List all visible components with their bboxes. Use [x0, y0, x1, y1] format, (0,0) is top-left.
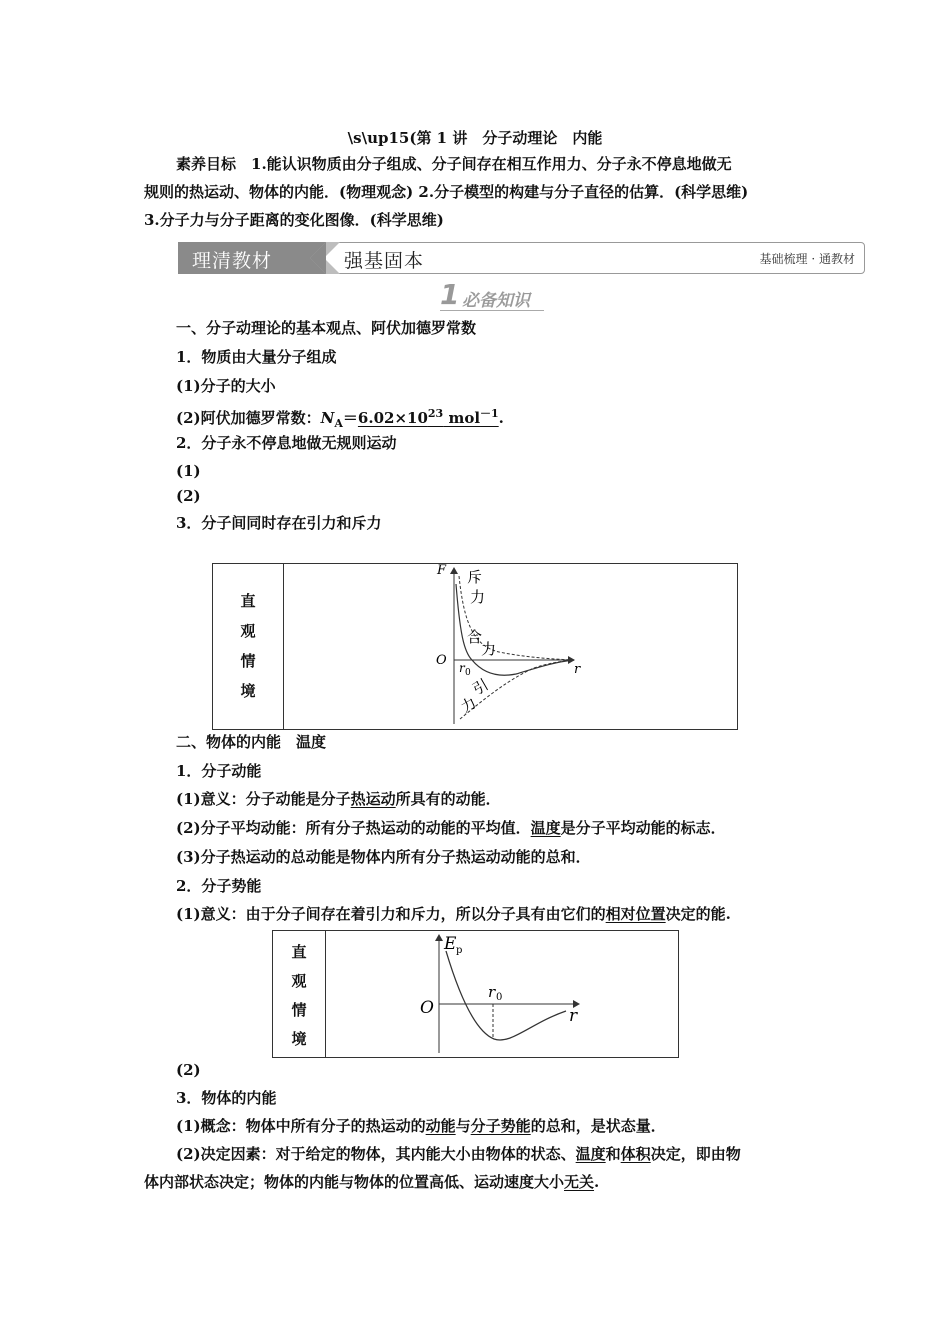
avogadro-value [358, 409, 499, 427]
text-run: (2)分子平均动能：所有分子热运动的动能的平均值． [176, 819, 531, 837]
axis-y-label: E [444, 934, 457, 954]
net-label-1: 合 [467, 628, 483, 646]
avogadro-sub: A [334, 417, 343, 430]
label-char: 情 [291, 1001, 307, 1019]
axis-x-label: r [569, 1006, 578, 1026]
text-run: (1)概念：物体中所有分子的热运动的 [176, 1117, 426, 1135]
underlined-term: 动能 [425, 1117, 456, 1135]
text-run: 和 [605, 1145, 621, 1163]
s2-item-1b [176, 818, 726, 838]
goals-line-1: 素养目标 1.能认识物质由分子组成、分子间存在相互作用力、分子永不停息地做无 [176, 155, 732, 173]
underlined-term: 分子势能 [470, 1117, 531, 1135]
repulsion-label-2: 力 [470, 588, 486, 606]
s1-item-2a: (1) [176, 462, 201, 480]
s2-item-2: 2．分子势能 [176, 877, 262, 895]
badge-label: 必备知识 [462, 291, 530, 311]
axis-x-label: r [574, 662, 581, 677]
s2-heading: 二、物体的内能 温度 [176, 733, 327, 751]
net-label-2: 力 [481, 640, 497, 658]
avogadro-exp: 23 [427, 407, 444, 420]
goals-line-3: 3.分子力与分子距离的变化图像．(科学思维) [144, 211, 444, 229]
s1-item-1a: (1)分子的大小 [176, 377, 276, 395]
avogadro-label: (2)阿伏加德罗常数： [176, 409, 321, 427]
label-char: 境 [240, 682, 256, 700]
banner-left-text: 理清教材 [192, 250, 273, 272]
underlined-term: 无关 [564, 1173, 595, 1191]
s1-item-3: 3．分子间同时存在引力和斥力 [176, 514, 382, 532]
force-figure-label [213, 564, 284, 729]
avogadro-symbol: N [320, 409, 335, 427]
section-badge [440, 278, 544, 311]
label-char: 观 [291, 972, 307, 990]
potential-energy-graph [326, 931, 678, 1057]
s2-item-1a [176, 789, 501, 809]
r0-label: r [459, 661, 465, 675]
potential-figure-table [272, 930, 679, 1058]
s2-item-1c: (3)分子热运动的总动能是物体内所有分子热运动动能的总和． [176, 848, 591, 866]
s1-item-2b: (2) [176, 487, 201, 505]
origin-label: O [420, 998, 434, 1018]
avogadro-end: . [498, 409, 504, 427]
attraction-label-2: 力 [457, 693, 480, 717]
r0-sub: 0 [465, 668, 471, 678]
label-char: 情 [240, 652, 256, 670]
text-run: (2)决定因素：对于给定的物体，其内能大小由物体的状态、 [176, 1145, 576, 1163]
avogadro-eq: ＝ [342, 409, 358, 427]
text-run: 决定的能. [665, 905, 731, 923]
avogadro-unit: mol [443, 409, 481, 427]
s2-item-2b: (2) [176, 1061, 201, 1079]
axis-y-sub: p [456, 945, 463, 956]
label-char: 直 [291, 943, 307, 961]
underlined-term: 热运动 [350, 790, 396, 808]
s1-item-1: 1．物质由大量分子组成 [176, 348, 337, 366]
avogadro-mantissa: 6.02×10 [357, 409, 428, 427]
s1-heading: 一、分子动理论的基本观点、阿伏加德罗常数 [176, 319, 477, 337]
potential-figure-label [273, 931, 326, 1057]
underlined-term: 温度 [575, 1145, 606, 1163]
repulsion-label-1: 斥 [467, 568, 483, 586]
text-run: (1)意义：分子动能是分子 [176, 790, 351, 808]
s2-item-3b-line1 [176, 1144, 741, 1164]
banner-tag: 基础梳理 · 通教材 [759, 252, 855, 266]
text-run: 决定，即由物 [650, 1145, 741, 1163]
s2-item-1: 1．分子动能 [176, 762, 262, 780]
potential-curve [446, 951, 566, 1040]
r0-label: r [488, 983, 496, 1001]
text-run: 是分子平均动能的标志． [560, 819, 726, 837]
text-run: 的总和，是状态量． [530, 1117, 666, 1135]
goals-line-2: 规则的热运动、物体的内能．(物理观念) 2.分子模型的构建与分子直径的估算．(科学思维) [144, 183, 749, 201]
badge-underline [440, 310, 544, 311]
s2-item-3b-line2 [144, 1172, 599, 1192]
attraction-label-1: 引 [469, 675, 492, 699]
text-run: (1)意义：由于分子间存在着引力和斥力，所以分子具有由它们的 [176, 905, 606, 923]
section-banner [178, 242, 865, 274]
r0-sub: 0 [496, 992, 503, 1003]
banner-right-text: 强基固本 [344, 250, 425, 272]
underlined-term: 体积 [620, 1145, 651, 1163]
s2-item-3a [176, 1116, 666, 1136]
force-figure-table [212, 563, 738, 730]
s1-item-1b [176, 404, 504, 434]
axis-y-label: F [437, 564, 447, 578]
label-char: 境 [291, 1030, 307, 1048]
underlined-term: 温度 [530, 819, 561, 837]
lesson-title: \s\up15(第 1 讲 分子动理论 内能 [347, 129, 603, 147]
label-char: 直 [240, 592, 256, 610]
text-run: 所具有的动能． [395, 790, 501, 808]
badge-number: 1 [440, 278, 460, 311]
label-char: 观 [240, 622, 256, 640]
text-run: . [594, 1173, 600, 1191]
s1-item-2: 2．分子永不停息地做无规则运动 [176, 434, 397, 452]
text-run: 体内部状态决定；物体的内能与物体的位置高低、运动速度大小 [144, 1173, 565, 1191]
s2-item-3: 3．物体的内能 [176, 1089, 277, 1107]
force-distance-graph [284, 564, 738, 729]
text-run: 与 [455, 1117, 471, 1135]
origin-label: O [436, 653, 447, 668]
avogadro-unit-exp: －1 [480, 407, 499, 420]
underlined-term: 相对位置 [605, 905, 666, 923]
s2-item-2a [176, 904, 731, 924]
